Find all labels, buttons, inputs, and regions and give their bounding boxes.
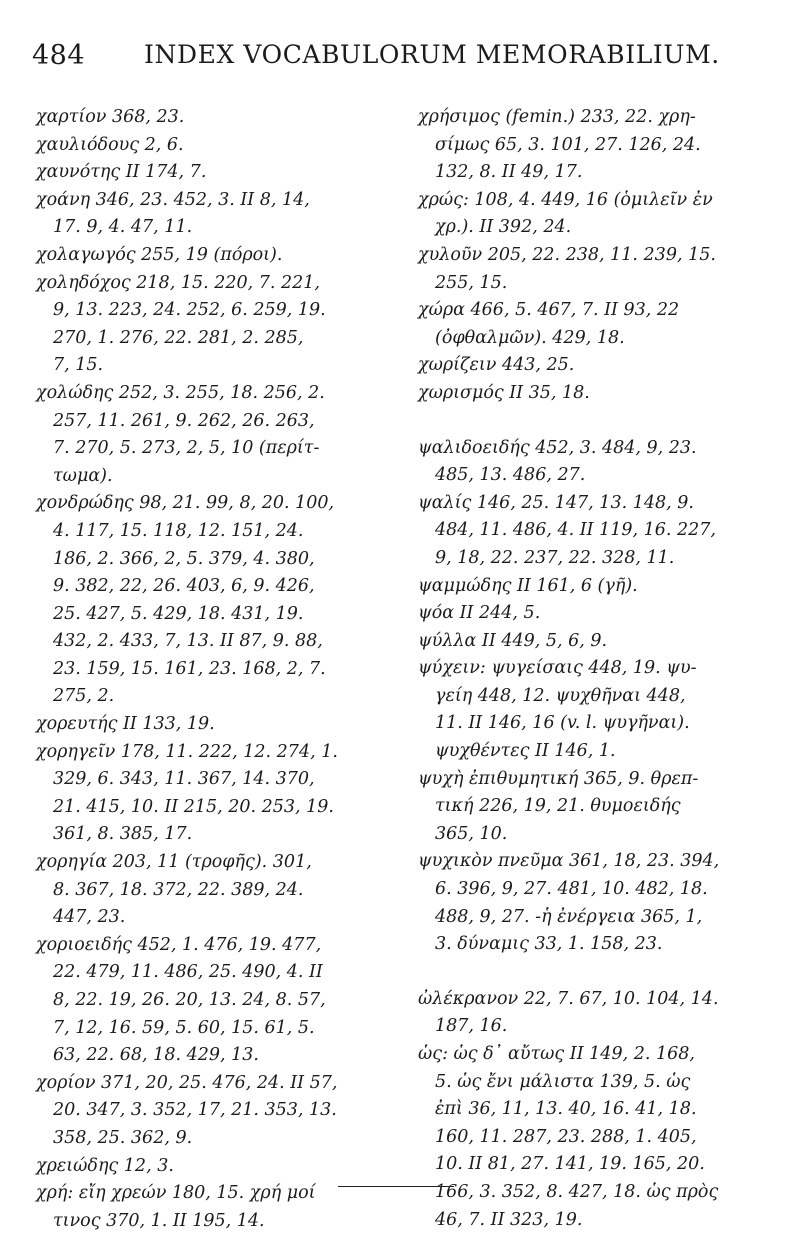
index-entry-line: χολαγωγός 255, 19 (πόροι). (36, 244, 283, 265)
index-entry-line: χαυλιόδους 2, 6. (36, 134, 184, 155)
index-entry-line: 484, 11. 486, 4. II 119, 16. 227, (435, 520, 716, 541)
index-entry-line: 270, 1. 276, 22. 281, 2. 285, (53, 327, 304, 348)
index-entry-line: 485, 13. 486, 27. (435, 465, 586, 486)
index-entry-line: χολώδης 252, 3. 255, 18. 256, 2. (36, 382, 325, 403)
index-entry (36, 187, 396, 242)
running-title: INDEX VOCABULORUM MEMORABILIUM. (144, 40, 720, 69)
index-entry-line: 132, 8. II 49, 17. (435, 162, 583, 183)
index-entry-line: 166, 3. 352, 8. 427, 18. ὡς πρὸς (435, 1181, 719, 1202)
footer-rule (338, 1186, 454, 1187)
index-entry (418, 297, 778, 352)
index-entry (36, 270, 396, 380)
index-entry (418, 1041, 778, 1234)
index-entry (418, 655, 778, 765)
index-entry-line: τική 226, 19, 21. θυμοειδής (435, 796, 681, 817)
index-entry (418, 490, 778, 573)
index-entry (418, 600, 778, 628)
index-entry-line: τωμα). (53, 465, 113, 486)
index-entry (418, 573, 778, 601)
index-entry-line: ψαλίς 146, 25. 147, 13. 148, 9. (418, 492, 694, 513)
index-entry-line: σίμως 65, 3. 101, 27. 126, 24. (435, 134, 701, 155)
index-entry-line: 23. 159, 15. 161, 23. 168, 2, 7. (53, 658, 326, 679)
index-entry-line: χωρίζειν 443, 25. (418, 355, 575, 376)
index-entry-line: 160, 11. 287, 23. 288, 1. 405, (435, 1126, 697, 1147)
index-entry-line: 9. 382, 22, 26. 403, 6, 9. 426, (53, 576, 315, 597)
index-entry-line: ψύχειν: ψυγείσαις 448, 19. ψυ- (418, 658, 697, 679)
index-entry-line: χυλοῦν 205, 22. 238, 11. 239, 15. (418, 244, 716, 265)
index-entry-line: 488, 9, 27. -ἡ ἐνέργεια 365, 1, (435, 906, 703, 927)
index-entry-line: 186, 2. 366, 2, 5. 379, 4. 380, (53, 548, 315, 569)
index-entry (36, 711, 396, 739)
index-entry-line: χονδρώδης 98, 21. 99, 8, 20. 100, (36, 493, 335, 514)
index-entry-line: ἐπὶ 36, 11, 13. 40, 16. 41, 18. (435, 1099, 697, 1120)
index-entry-line: 447, 23. (53, 907, 126, 928)
index-entry-line: χαρτίον 368, 23. (36, 107, 185, 127)
index-entry-line: χορηγεῖν 178, 11. 222, 12. 274, 1. (36, 741, 338, 762)
index-entry-line: (ὀφθαλμῶν). 429, 18. (435, 327, 625, 348)
index-entry (418, 104, 778, 187)
index-entry-line: 25. 427, 5. 429, 18. 431, 19. (53, 603, 304, 624)
index-entry-line: χοληδόχος 218, 15. 220, 7. 221, (36, 272, 320, 293)
index-entry-line: χωρισμός II 35, 18. (418, 382, 590, 403)
index-entry (418, 435, 778, 490)
index-entry (418, 380, 778, 408)
index-entry (36, 104, 396, 132)
index-entry-line: 21. 415, 10. II 215, 20. 253, 19. (53, 796, 334, 817)
index-entry (36, 490, 396, 711)
index-entry-line: χορηγία 203, 11 (τροφῆς). 301, (36, 852, 312, 873)
index-entry-line: 11. II 146, 16 (v. l. ψυγῆναι). (435, 713, 690, 734)
index-entry (36, 739, 396, 849)
index-entry (36, 242, 396, 270)
index-entry (36, 380, 396, 490)
index-entry-line: 275, 2. (53, 686, 115, 707)
index-entry (418, 766, 778, 849)
index-entry-line: 9, 18, 22. 237, 22. 328, 11. (435, 547, 675, 568)
index-entry-line: χρώς: 108, 4. 449, 16 (ὁμιλεῖν ἐν (418, 189, 713, 210)
index-entry-line: χοάνη 346, 23. 452, 3. II 8, 14, (36, 189, 310, 210)
index-entry-line: 365, 10. (435, 823, 508, 844)
index-entry-line: 46, 7. II 323, 19. (435, 1209, 583, 1230)
index-entry-line: 8. 367, 18. 372, 22. 389, 24. (53, 879, 304, 900)
index-entry-line: 20. 347, 3. 352, 17, 21. 353, 13. (53, 1100, 337, 1121)
index-entry-line: 187, 16. (435, 1016, 508, 1037)
index-entry-line: 7. 270, 5. 273, 2, 5, 10 (περίτ- (53, 438, 320, 459)
index-entry-line: 8, 22. 19, 26. 20, 13. 24, 8. 57, (53, 990, 326, 1010)
index-entry-line: 3. δύναμις 33, 1. 158, 23. (435, 934, 663, 955)
index-entry-line: ψαλιδοειδής 452, 3. 484, 9, 23. (418, 437, 697, 458)
index-entry-line: ὠλέκρανον 22, 7. 67, 10. 104, 14. (418, 988, 719, 1009)
index-entry-line: χορευτής II 133, 19. (36, 714, 215, 735)
index-entry-line: γείη 448, 12. ψυχθῆναι 448, (435, 685, 686, 706)
index-entry (418, 352, 778, 380)
index-entry (418, 848, 778, 958)
index-entry-line: 432, 2. 433, 7, 13. II 87, 9. 88, (53, 631, 323, 652)
index-entry (418, 986, 778, 1041)
index-entry (36, 1153, 396, 1181)
index-entry-line: χρ.). II 392, 24. (435, 217, 572, 238)
index-entry (36, 159, 396, 187)
index-entry-line: ψόα II 244, 5. (418, 603, 541, 624)
index-entry-line: ψυχθέντες II 146, 1. (435, 741, 616, 762)
index-entry-line: 358, 25. 362, 9. (53, 1127, 193, 1148)
index-entry-line: χοριοειδής 452, 1. 476, 19. 477, (36, 934, 322, 955)
index-entry-line: 6. 396, 9, 27. 481, 10. 482, 18. (435, 879, 708, 900)
index-entry (36, 1070, 396, 1153)
index-entry-line: χρή: εἴη χρεών 180, 15. χρή μοί (36, 1183, 316, 1204)
index-entry-line: 257, 11. 261, 9. 262, 26. 263, (53, 410, 315, 431)
index-column-left (36, 104, 396, 1235)
index-entry-line: 329, 6. 343, 11. 367, 14. 370, (53, 769, 315, 790)
index-entry-line: 7, 12, 16. 59, 5. 60, 15. 61, 5. (53, 1017, 315, 1038)
index-entry (36, 932, 396, 1070)
index-entry-line: 255, 15. (435, 272, 508, 293)
index-entry-line: χρήσιμος (femin.) 233, 22. χρη- (418, 107, 696, 127)
index-entry-line: ψύλλα II 449, 5, 6, 9. (418, 630, 608, 651)
index-entry-line: χώρα 466, 5. 467, 7. II 93, 22 (418, 300, 680, 321)
index-entry (418, 187, 778, 242)
page-number: 484 (32, 40, 86, 71)
index-entry-line: τινος 370, 1. II 195, 14. (53, 1210, 265, 1231)
index-entry-line: ψυχικὸν πνεῦμα 361, 18, 23. 394, (418, 851, 720, 872)
index-entry-line: 7, 15. (53, 355, 104, 376)
index-entry (36, 849, 396, 932)
index-entry-line: χορίον 371, 20, 25. 476, 24. II 57, (36, 1072, 338, 1093)
index-entry-line: 361, 8. 385, 17. (53, 824, 193, 845)
index-entry-line: 63, 22. 68, 18. 429, 13. (53, 1045, 259, 1066)
page-header (32, 40, 770, 80)
index-entry-line: 5. ὡς ἔνι μάλιστα 139, 5. ὡς (435, 1071, 691, 1092)
index-column-right (418, 104, 778, 1234)
index-entry (36, 132, 396, 160)
index-entry-line: 9, 13. 223, 24. 252, 6. 259, 19. (53, 300, 326, 321)
index-entry-line: 17. 9, 4. 47, 11. (53, 217, 193, 238)
index-entry-line: 22. 479, 11. 486, 25. 490, 4. II (53, 962, 323, 983)
index-entry-line: 10. II 81, 27. 141, 19. 165, 20. (435, 1154, 705, 1175)
index-entry (418, 242, 778, 297)
index-entry-line: 4. 117, 15. 118, 12. 151, 24. (53, 520, 304, 541)
index-entry-line: ὡς: ὡς δ᾽ αὔτως II 149, 2. 168, (418, 1044, 695, 1064)
index-entry-line: ψυχὴ ἐπιθυμητική 365, 9. θρεπ- (418, 768, 699, 789)
index-entry-line: ψαμμώδης II 161, 6 (γῆ). (418, 575, 638, 596)
index-entry-line: χρειώδης 12, 3. (36, 1155, 174, 1176)
index-entry-line: χαυνότης II 174, 7. (36, 162, 207, 183)
index-entry (418, 628, 778, 656)
